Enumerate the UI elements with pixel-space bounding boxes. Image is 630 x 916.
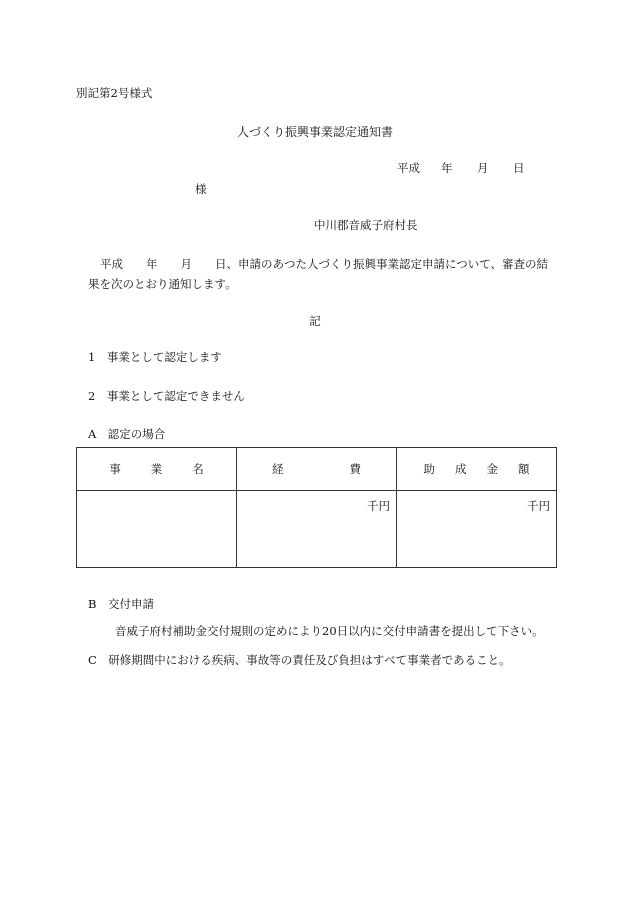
cell-project-name[interactable] [77,491,237,568]
date-year-unit: 年 [441,161,453,175]
cell-expenses[interactable] [237,491,397,568]
certification-table [76,447,557,568]
body-text: 平成 年 月 日、申請のあつた人づくり振興事業認定申請について、審査の結果を次のとおり通知します。 [88,257,549,291]
date-line [397,160,525,176]
date-month-unit: 月 [477,161,489,175]
section-c-text: C 研修期間中における疾病、事故等の責任及び負担はすべて事業者であること。 [88,653,511,667]
header-grant-amount: 助成金額 [397,448,557,491]
section-b-heading: B 交付申請 [88,597,154,611]
unit-label: 千円 [367,499,390,513]
unit-label: 千円 [527,499,550,513]
table-row [77,491,557,568]
header-expenses: 経費 [237,448,397,491]
document-title: 人づくり振興事業認定通知書 [236,125,393,139]
item-not-approved: 2 事業として認定できません [88,389,245,403]
header-project-name: 事業名 [77,448,237,491]
ki-heading: 記 [309,314,321,328]
addressee-suffix: 様 [195,182,207,196]
date-day-unit: 日 [513,161,525,175]
section-b-text: 音威子府村補助金交付規則の定めにより20日以内に交付申請書を提出して下さい。 [115,624,544,638]
issuer: 中川郡音威子府村長 [314,218,418,232]
date-era: 平成 [397,161,420,175]
section-a-heading: A 認定の場合 [88,427,166,441]
cell-grant-amount[interactable] [397,491,557,568]
table-header-row [77,448,557,491]
body-paragraph [88,254,558,294]
item-approved: 1 事業として認定します [88,350,222,364]
form-number: 別記第2号様式 [76,86,153,100]
